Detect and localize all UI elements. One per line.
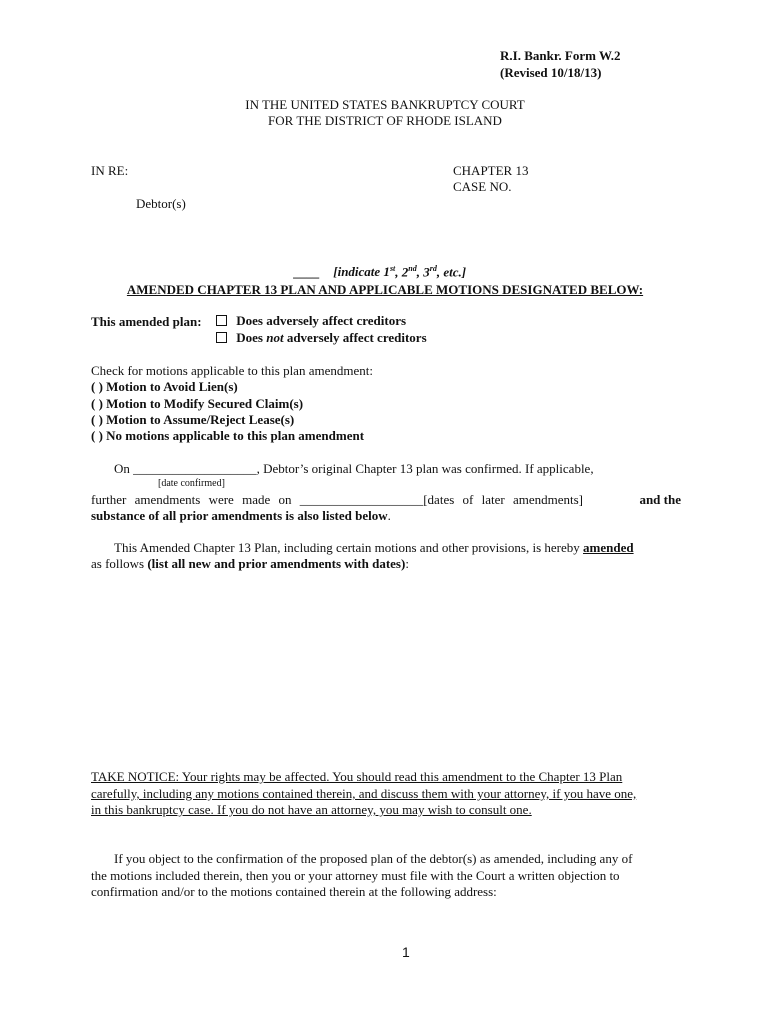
as-follows-text: as follows <box>91 556 148 571</box>
page-number: 1 <box>402 944 410 960</box>
amended-plan-line <box>114 540 634 556</box>
prior-amendments-line <box>91 508 391 524</box>
motions-intro: Check for motions applicable to this plan amendment: <box>91 363 373 378</box>
amended-plan-text: This Amended Chapter 13 Plan, including certain motions and other provisions, is hereby <box>114 540 584 555</box>
ordinal-rd: rd <box>429 264 437 273</box>
date-confirmed-hint: [date confirmed] <box>158 478 225 489</box>
in-re-label: IN RE: <box>91 163 129 178</box>
checkbox-icon[interactable] <box>216 332 227 343</box>
indicate-end: , etc.] <box>436 264 467 280</box>
court-name: IN THE UNITED STATES BANKRUPTCY COURT <box>245 97 525 112</box>
objection-line-2: the motions included therein, then you or your attorney must file with the Court a written objection to <box>91 868 620 883</box>
chapter-label: CHAPTER 13 <box>453 163 529 178</box>
notice-line-3: in this bankruptcy case. If you do not have an attorney, you may wish to consult one. <box>91 802 532 817</box>
notice-line-2: carefully, including any motions contained therein, and discuss them with your attorney, if you have one, <box>91 786 637 801</box>
indicate-sep1: , 2 <box>395 264 409 280</box>
objection-line-1: If you object to the confirmation of the proposed plan of the debtor(s) as amended, including any of <box>114 851 633 866</box>
document-title: AMENDED CHAPTER 13 PLAN AND APPLICABLE MOTIONS DESIGNATED BELOW: <box>126 282 644 297</box>
amendment-number-blank[interactable]: ____ <box>294 264 320 280</box>
motion-assume-lease[interactable]: ( ) Motion to Assume/Reject Lease(s) <box>91 412 295 427</box>
not-adversely-prefix: Does <box>236 330 267 345</box>
list-amendments-end: : <box>405 556 409 571</box>
debtor-label: Debtor(s) <box>136 196 186 211</box>
court-district: FOR THE DISTRICT OF RHODE ISLAND <box>268 113 502 128</box>
adversely-affect-option[interactable] <box>216 313 406 329</box>
not-adversely-emphasis: not <box>266 330 284 345</box>
ordinal-st: st <box>389 264 396 273</box>
amendments-dates-text: further amendments were made on ___________________[dates of later amendments] <box>91 492 583 507</box>
not-adversely-suffix: adversely affect creditors <box>283 330 427 345</box>
list-amendments-instruction: (list all new and prior amendments with dates) <box>147 556 406 571</box>
form-id: R.I. Bankr. Form W.2 <box>500 48 621 63</box>
case-number-label: CASE NO. <box>453 179 512 194</box>
indicate-text: [indicate 1 <box>333 264 390 280</box>
motion-avoid-lien[interactable]: ( ) Motion to Avoid Lien(s) <box>91 379 238 394</box>
adversely-affect-text: Does adversely affect creditors <box>236 313 407 328</box>
indicate-sep2: , 3 <box>416 264 430 280</box>
notice-line-1: TAKE NOTICE: Your rights may be affected. You should read this amendment to the Chapter 13 Plan <box>91 769 623 784</box>
and-the-text: and the <box>639 492 681 507</box>
checkbox-icon[interactable] <box>216 315 227 326</box>
not-adversely-affect-option[interactable] <box>216 330 427 346</box>
revision-date: (Revised 10/18/13) <box>500 65 602 80</box>
amendments-entry-area[interactable] <box>91 580 681 760</box>
motion-modify-claim[interactable]: ( ) Motion to Modify Secured Claim(s) <box>91 396 304 411</box>
amendment-number-line <box>294 264 466 280</box>
objection-line-3: confirmation and/or to the motions contained therein at the following address: <box>91 884 497 899</box>
confirmation-line: On ___________________, Debtor’s original Chapter 13 plan was confirmed. If applicable, <box>114 461 594 476</box>
amended-word: amended <box>583 540 634 555</box>
motion-none[interactable]: ( ) No motions applicable to this plan amendment <box>91 428 365 443</box>
ordinal-nd: nd <box>408 264 417 273</box>
prior-amendments-bold: substance of all prior amendments is also listed below <box>91 508 388 523</box>
plan-effect-label: This amended plan: <box>91 314 202 329</box>
prior-amendments-end: . <box>387 508 391 523</box>
amendments-line <box>91 492 681 508</box>
list-amendments-line <box>91 556 409 572</box>
